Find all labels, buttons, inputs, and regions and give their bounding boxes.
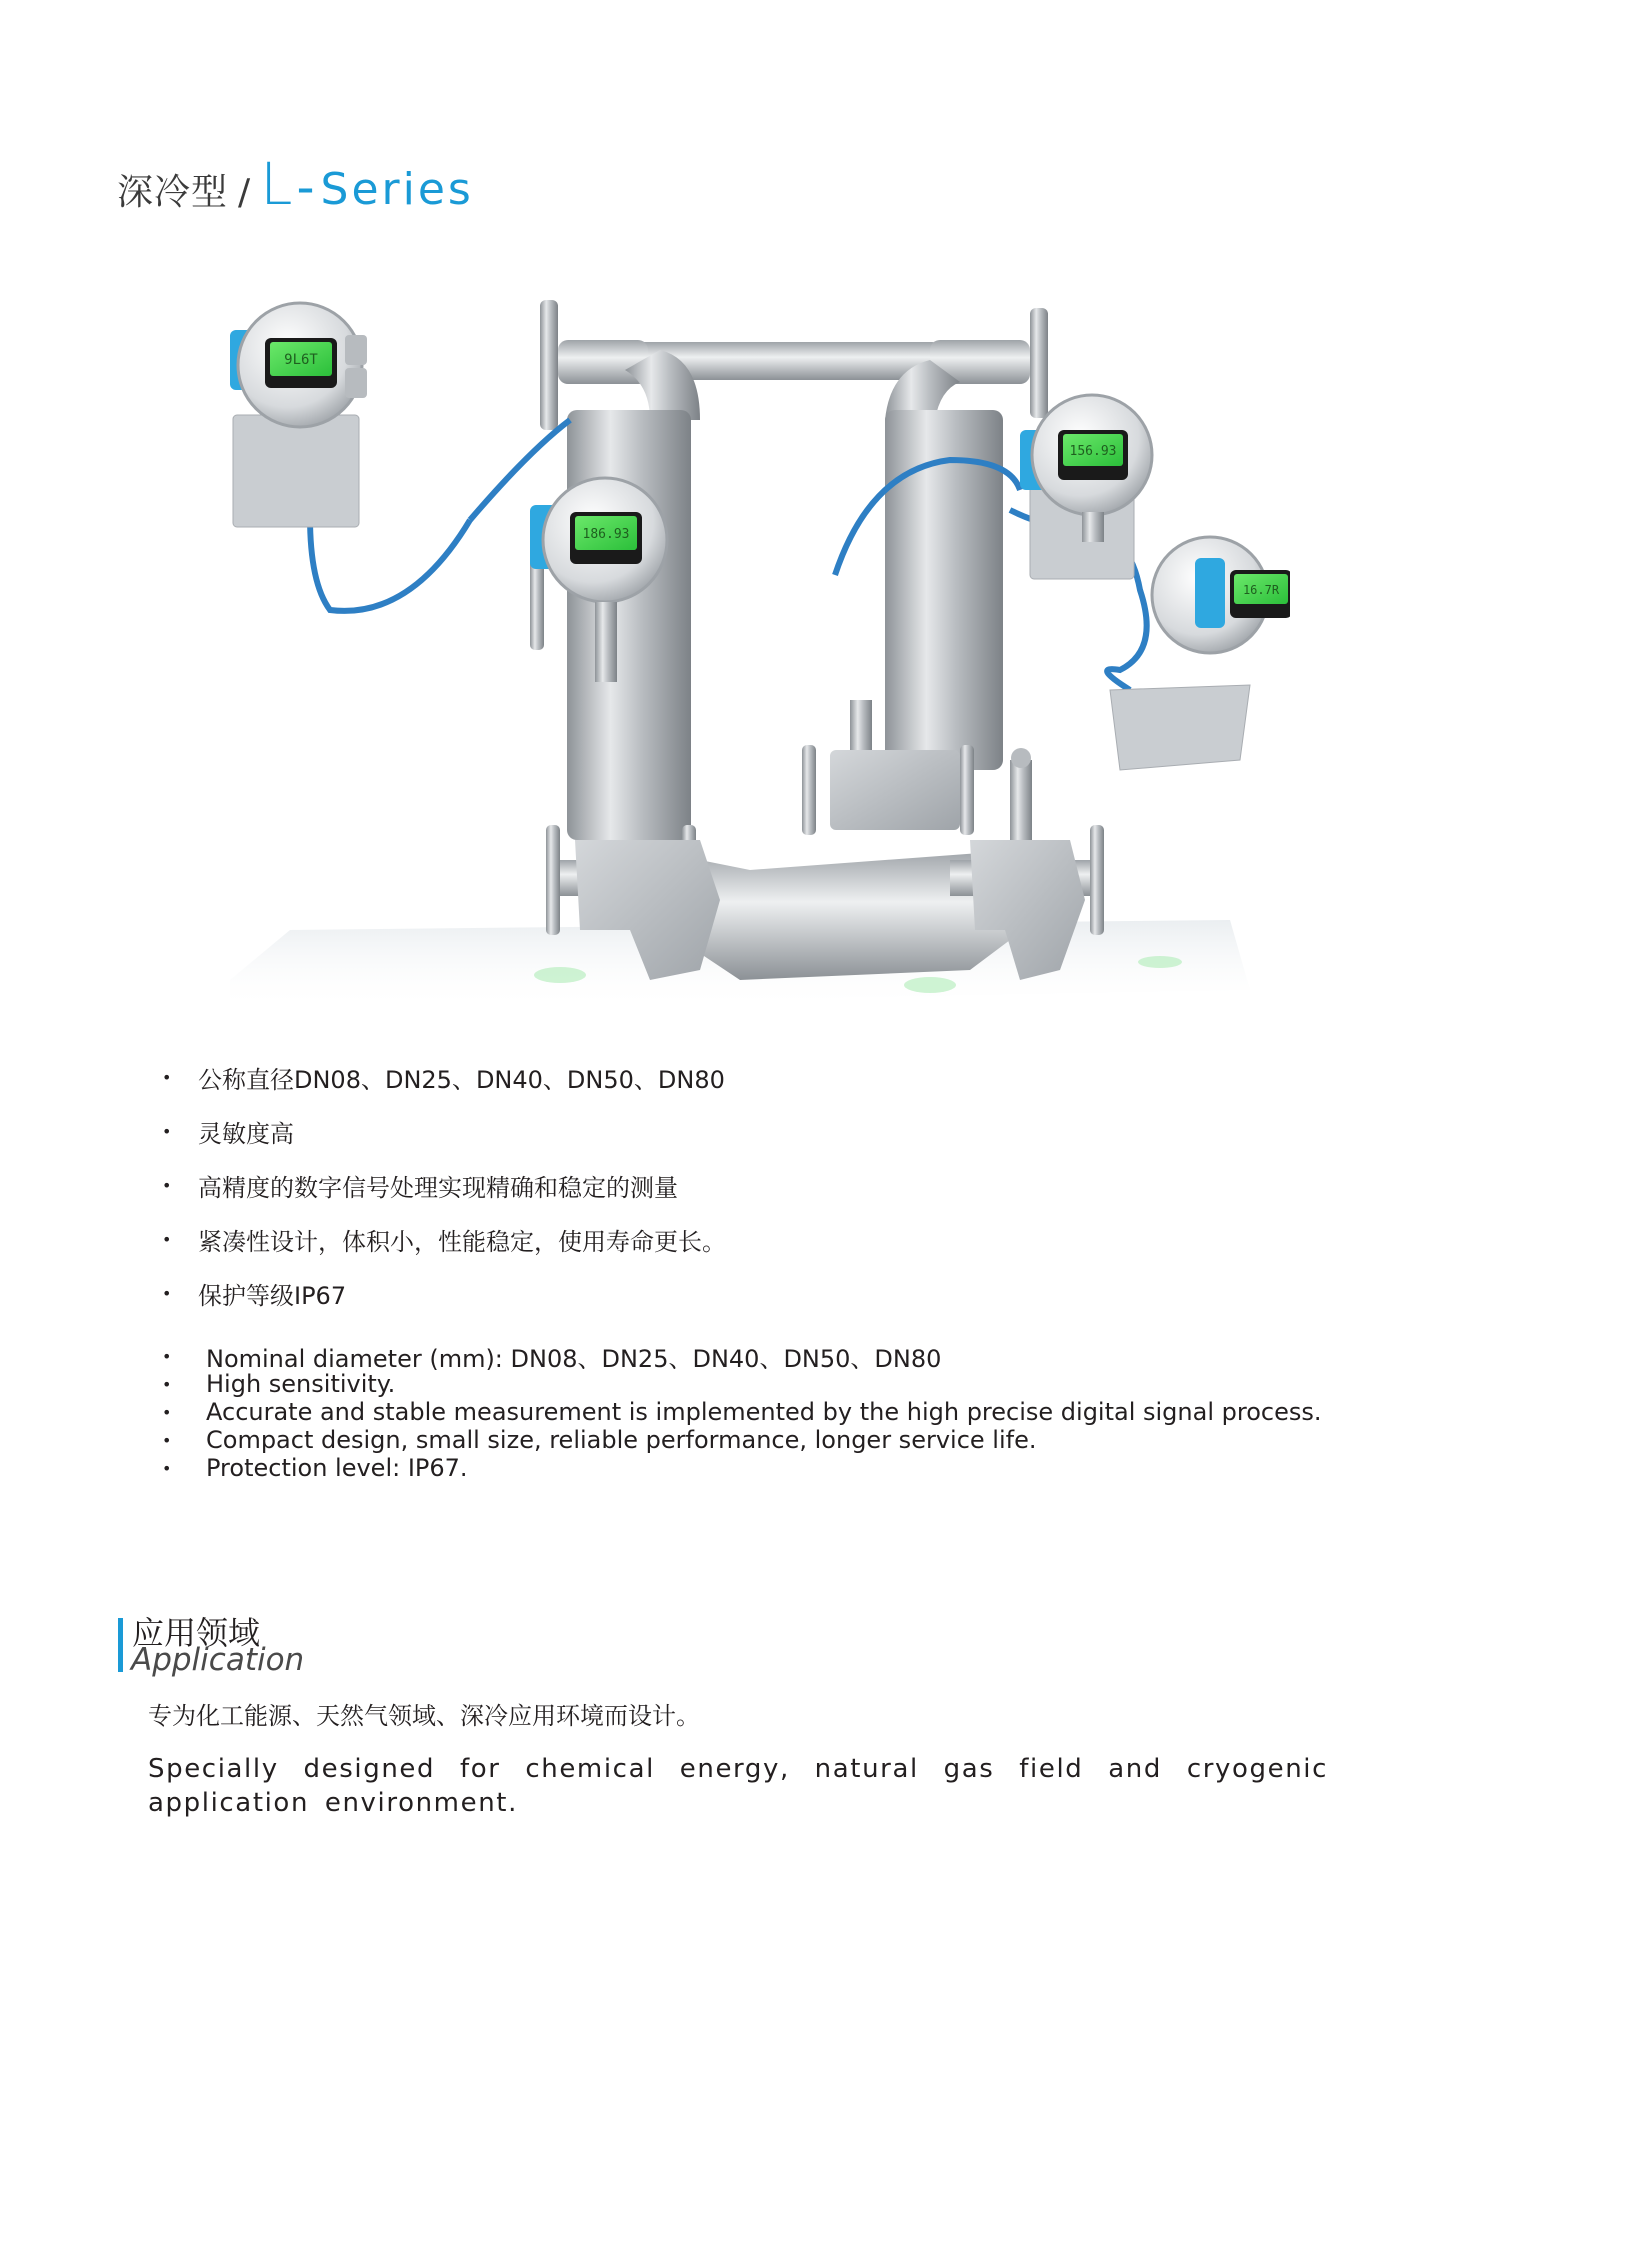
application-heading-cn: 应用领域	[132, 1614, 261, 1652]
transmitter-right	[1152, 537, 1290, 653]
left-column	[567, 410, 691, 840]
feature-cn-text: 公称直径DN08、DN25、DN40、DN50、DN80	[198, 1065, 725, 1094]
lcd-readout-2: 186.93	[582, 527, 630, 542]
list-item	[150, 1050, 726, 1104]
series-letter: L	[260, 150, 293, 218]
page-title	[117, 150, 474, 230]
list-item	[150, 1454, 1321, 1482]
title-cn: 深冷型	[117, 172, 229, 213]
list-item	[150, 1212, 726, 1266]
bullet: •	[162, 1283, 172, 1303]
list-item	[150, 1342, 1321, 1373]
bullet: •	[162, 1458, 172, 1478]
bullet: •	[162, 1346, 172, 1366]
list-item	[150, 1104, 726, 1158]
features-cn-list	[150, 1050, 726, 1320]
feature-en-text: Nominal diameter (mm): DN08、DN25、DN40、DN50、DN80	[206, 1344, 942, 1373]
application-text-en: Specially designed for chemical energy, natural gas field and cryogenic application environment.	[148, 1754, 1328, 1818]
series-dash: -	[296, 158, 315, 216]
flowmeter-product-image	[230, 290, 1290, 1030]
feature-cn-text: 灵敏度高	[198, 1119, 294, 1148]
title-separator: /	[238, 172, 251, 213]
application-heading-en: Application	[131, 1642, 305, 1678]
list-item	[150, 1426, 1321, 1454]
lcd-readout-4: 16.7R	[1242, 583, 1280, 597]
bullet: •	[162, 1175, 172, 1195]
transmitter-top-left	[230, 303, 367, 427]
features-en-list	[150, 1342, 1321, 1482]
feature-en-text: Protection level: IP67.	[206, 1454, 468, 1482]
bracket-left	[233, 415, 359, 527]
bullet: •	[162, 1067, 172, 1087]
bullet: •	[162, 1430, 172, 1450]
bullet: •	[162, 1374, 172, 1394]
section-accent-bar	[118, 1618, 123, 1672]
list-item	[150, 1370, 1321, 1398]
bullet: •	[162, 1121, 172, 1141]
bullet: •	[162, 1402, 172, 1422]
right-upper-block	[830, 750, 960, 830]
feature-cn-text: 保护等级IP67	[198, 1281, 347, 1310]
feature-cn-text: 紧凑性设计，体积小，性能稳定，使用寿命更长。	[198, 1227, 726, 1256]
bullet: •	[162, 1229, 172, 1249]
feature-en-text: High sensitivity.	[206, 1370, 396, 1398]
feature-cn-text: 高精度的数字信号处理实现精确和稳定的测量	[198, 1173, 678, 1202]
bracket-right	[1110, 685, 1250, 770]
series-word: Series	[320, 164, 474, 215]
lcd-readout-3: 156.93	[1069, 444, 1117, 459]
flange-top-left	[540, 300, 558, 430]
application-text-cn: 专为化工能源、天然气领域、深冷应用环境而设计。	[148, 1702, 700, 1730]
lcd-readout-1: 9L6T	[284, 352, 318, 368]
list-item	[150, 1266, 726, 1320]
list-item	[150, 1158, 726, 1212]
flange-top-right	[1030, 308, 1048, 418]
list-item	[150, 1398, 1321, 1426]
feature-en-text: Accurate and stable measurement is implemented by the high precise digital signal process.	[206, 1398, 1322, 1426]
feature-en-text: Compact design, small size, reliable performance, longer service life.	[206, 1426, 1037, 1454]
